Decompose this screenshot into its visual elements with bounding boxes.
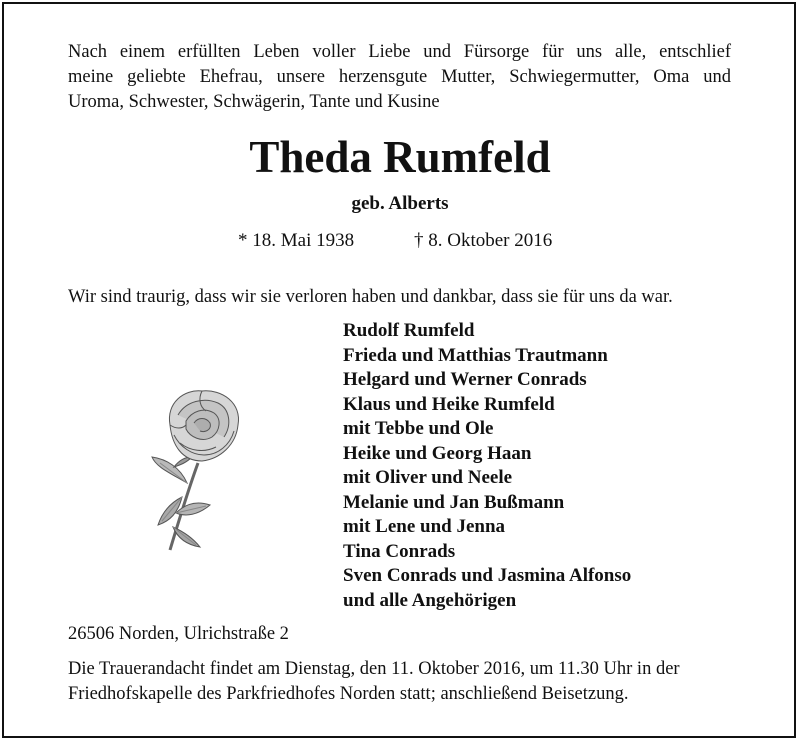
mourner-entry: mit Oliver und Neele xyxy=(343,467,513,488)
mourner-entry: mit Tebbe und Ole xyxy=(343,418,494,439)
intro-line: Nach einem erfüllten Leben voller Liebe und Fürsorge für uns alle, entschlief xyxy=(68,42,731,62)
mourners-list xyxy=(343,319,631,613)
grief-statement: Wir sind traurig, dass wir sie verloren haben und dankbar, dass sie für uns da war. xyxy=(68,287,673,307)
mourner-entry: Frieda und Matthias Trautmann xyxy=(343,344,608,366)
intro-line: meine geliebte Ehefrau, unsere herzensgute Mutter, Schwiegermutter, Oma und xyxy=(68,67,731,87)
mourner-entry: Tina Conrads xyxy=(343,540,456,562)
rose-icon xyxy=(140,385,260,555)
deceased-name: Theda Rumfeld xyxy=(249,132,551,182)
family-address: 26506 Norden, Ulrichstraße 2 xyxy=(68,624,289,644)
birth-date: * 18. Mai 1938 xyxy=(238,230,355,251)
mourner-entry: Klaus und Heike Rumfeld xyxy=(343,393,555,415)
funeral-notice: Die Trauerandacht findet am Dienstag, den 11. Oktober 2016, um 11.30 Uhr in der Friedhofskapelle des Parkfriedhofes Norden statt; anschließend Beisetzung. xyxy=(68,659,680,704)
mourner-entry: Helgard und Werner Conrads xyxy=(343,369,587,390)
mourner-entry: mit Lene und Jenna xyxy=(343,516,506,537)
death-date: † 8. Oktober 2016 xyxy=(414,230,553,251)
intro-text xyxy=(68,40,731,115)
mourner-entry: Heike und Georg Haan xyxy=(343,442,532,464)
mourner-entry: Melanie und Jan Bußmann xyxy=(343,491,565,513)
mourner-entry: Sven Conrads und Jasmina Alfonso xyxy=(343,565,632,586)
maiden-name: geb. Alberts xyxy=(351,193,449,214)
mourner-entry: und alle Angehörigen xyxy=(343,589,517,611)
mourner-entry: Rudolf Rumfeld xyxy=(343,320,475,341)
intro-line: Uroma, Schwester, Schwägerin, Tante und Kusine xyxy=(68,92,440,112)
